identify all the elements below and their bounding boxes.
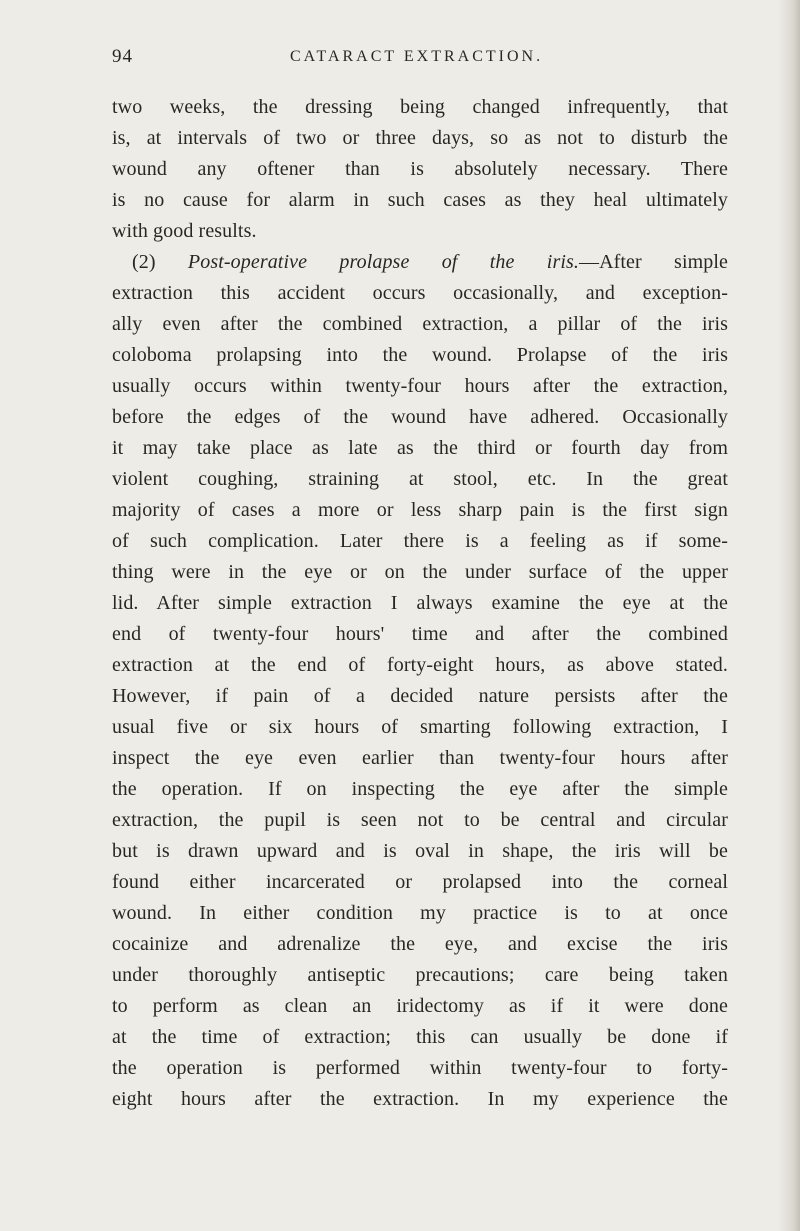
text-line: under thoroughly antiseptic precautions; care being taken <box>112 964 728 986</box>
running-head: CATARACT EXTRACTION. <box>290 48 544 65</box>
section-heading: Post-operative prolapse of the iris. <box>187 251 579 273</box>
text-line: to perform as clean an iridectomy as if it were done <box>112 995 728 1017</box>
page-number: 94 <box>112 46 133 67</box>
text-line: the operation is performed within twenty-four to forty- <box>112 1057 728 1079</box>
text-line: lid. After simple extraction I always examine the eye at the <box>112 592 728 614</box>
text-line: is, at intervals of two or three days, so as not to disturb the <box>112 127 728 149</box>
text-line: violent coughing, straining at stool, etc. In the great <box>112 468 728 490</box>
text-line: but is drawn upward and is oval in shape, the iris will be <box>112 840 728 862</box>
page-header <box>112 46 712 76</box>
section-heading-line <box>112 247 728 278</box>
text-line: usual five or six hours of smarting following extraction, I <box>112 716 728 738</box>
text-line: extraction at the end of forty-eight hours, as above stated. <box>112 654 728 676</box>
text-line: at the time of extraction; this can usually be done if <box>112 1026 728 1048</box>
section-heading-tail: —After simple <box>578 251 728 273</box>
text-line: ally even after the combined extraction, a pillar of the iris <box>112 313 728 335</box>
text-line: with good results. <box>112 220 257 242</box>
section-number: (2) <box>132 251 188 273</box>
text-line: majority of cases a more or less sharp pain is the first sign <box>112 499 728 521</box>
text-line: the operation. If on inspecting the eye after the simple <box>112 778 728 800</box>
text-line: end of twenty-four hours' time and after the combined <box>112 623 728 645</box>
text-line: usually occurs within twenty-four hours after the extraction, <box>112 375 728 397</box>
text-line: found either incarcerated or prolapsed into the corneal <box>112 871 728 893</box>
text-line: cocainize and adrenalize the eye, and excise the iris <box>112 933 728 955</box>
text-line: before the edges of the wound have adhered. Occasionally <box>112 406 728 428</box>
text-line: However, if pain of a decided nature persists after the <box>112 685 728 707</box>
text-line: extraction, the pupil is seen not to be central and circular <box>112 809 728 831</box>
text-line: wound any oftener than is absolutely necessary. There <box>112 158 728 180</box>
text-line: extraction this accident occurs occasionally, and exception- <box>112 282 728 304</box>
text-line: coloboma prolapsing into the wound. Prolapse of the iris <box>112 344 728 366</box>
text-line: eight hours after the extraction. In my experience the <box>112 1088 728 1110</box>
text-line: wound. In either condition my practice is to at once <box>112 902 728 924</box>
text-line: of such complication. Later there is a feeling as if some- <box>112 530 728 552</box>
text-line: is no cause for alarm in such cases as they heal ultimately <box>112 189 728 211</box>
text-line: it may take place as late as the third or fourth day from <box>112 437 728 459</box>
text-line: inspect the eye even earlier than twenty-four hours after <box>112 747 728 769</box>
text-line: two weeks, the dressing being changed infrequently, that <box>112 96 728 118</box>
page-edge-shadow <box>778 0 800 1231</box>
body-text <box>112 92 728 1115</box>
text-line: thing were in the eye or on the under surface of the upper <box>112 561 728 583</box>
